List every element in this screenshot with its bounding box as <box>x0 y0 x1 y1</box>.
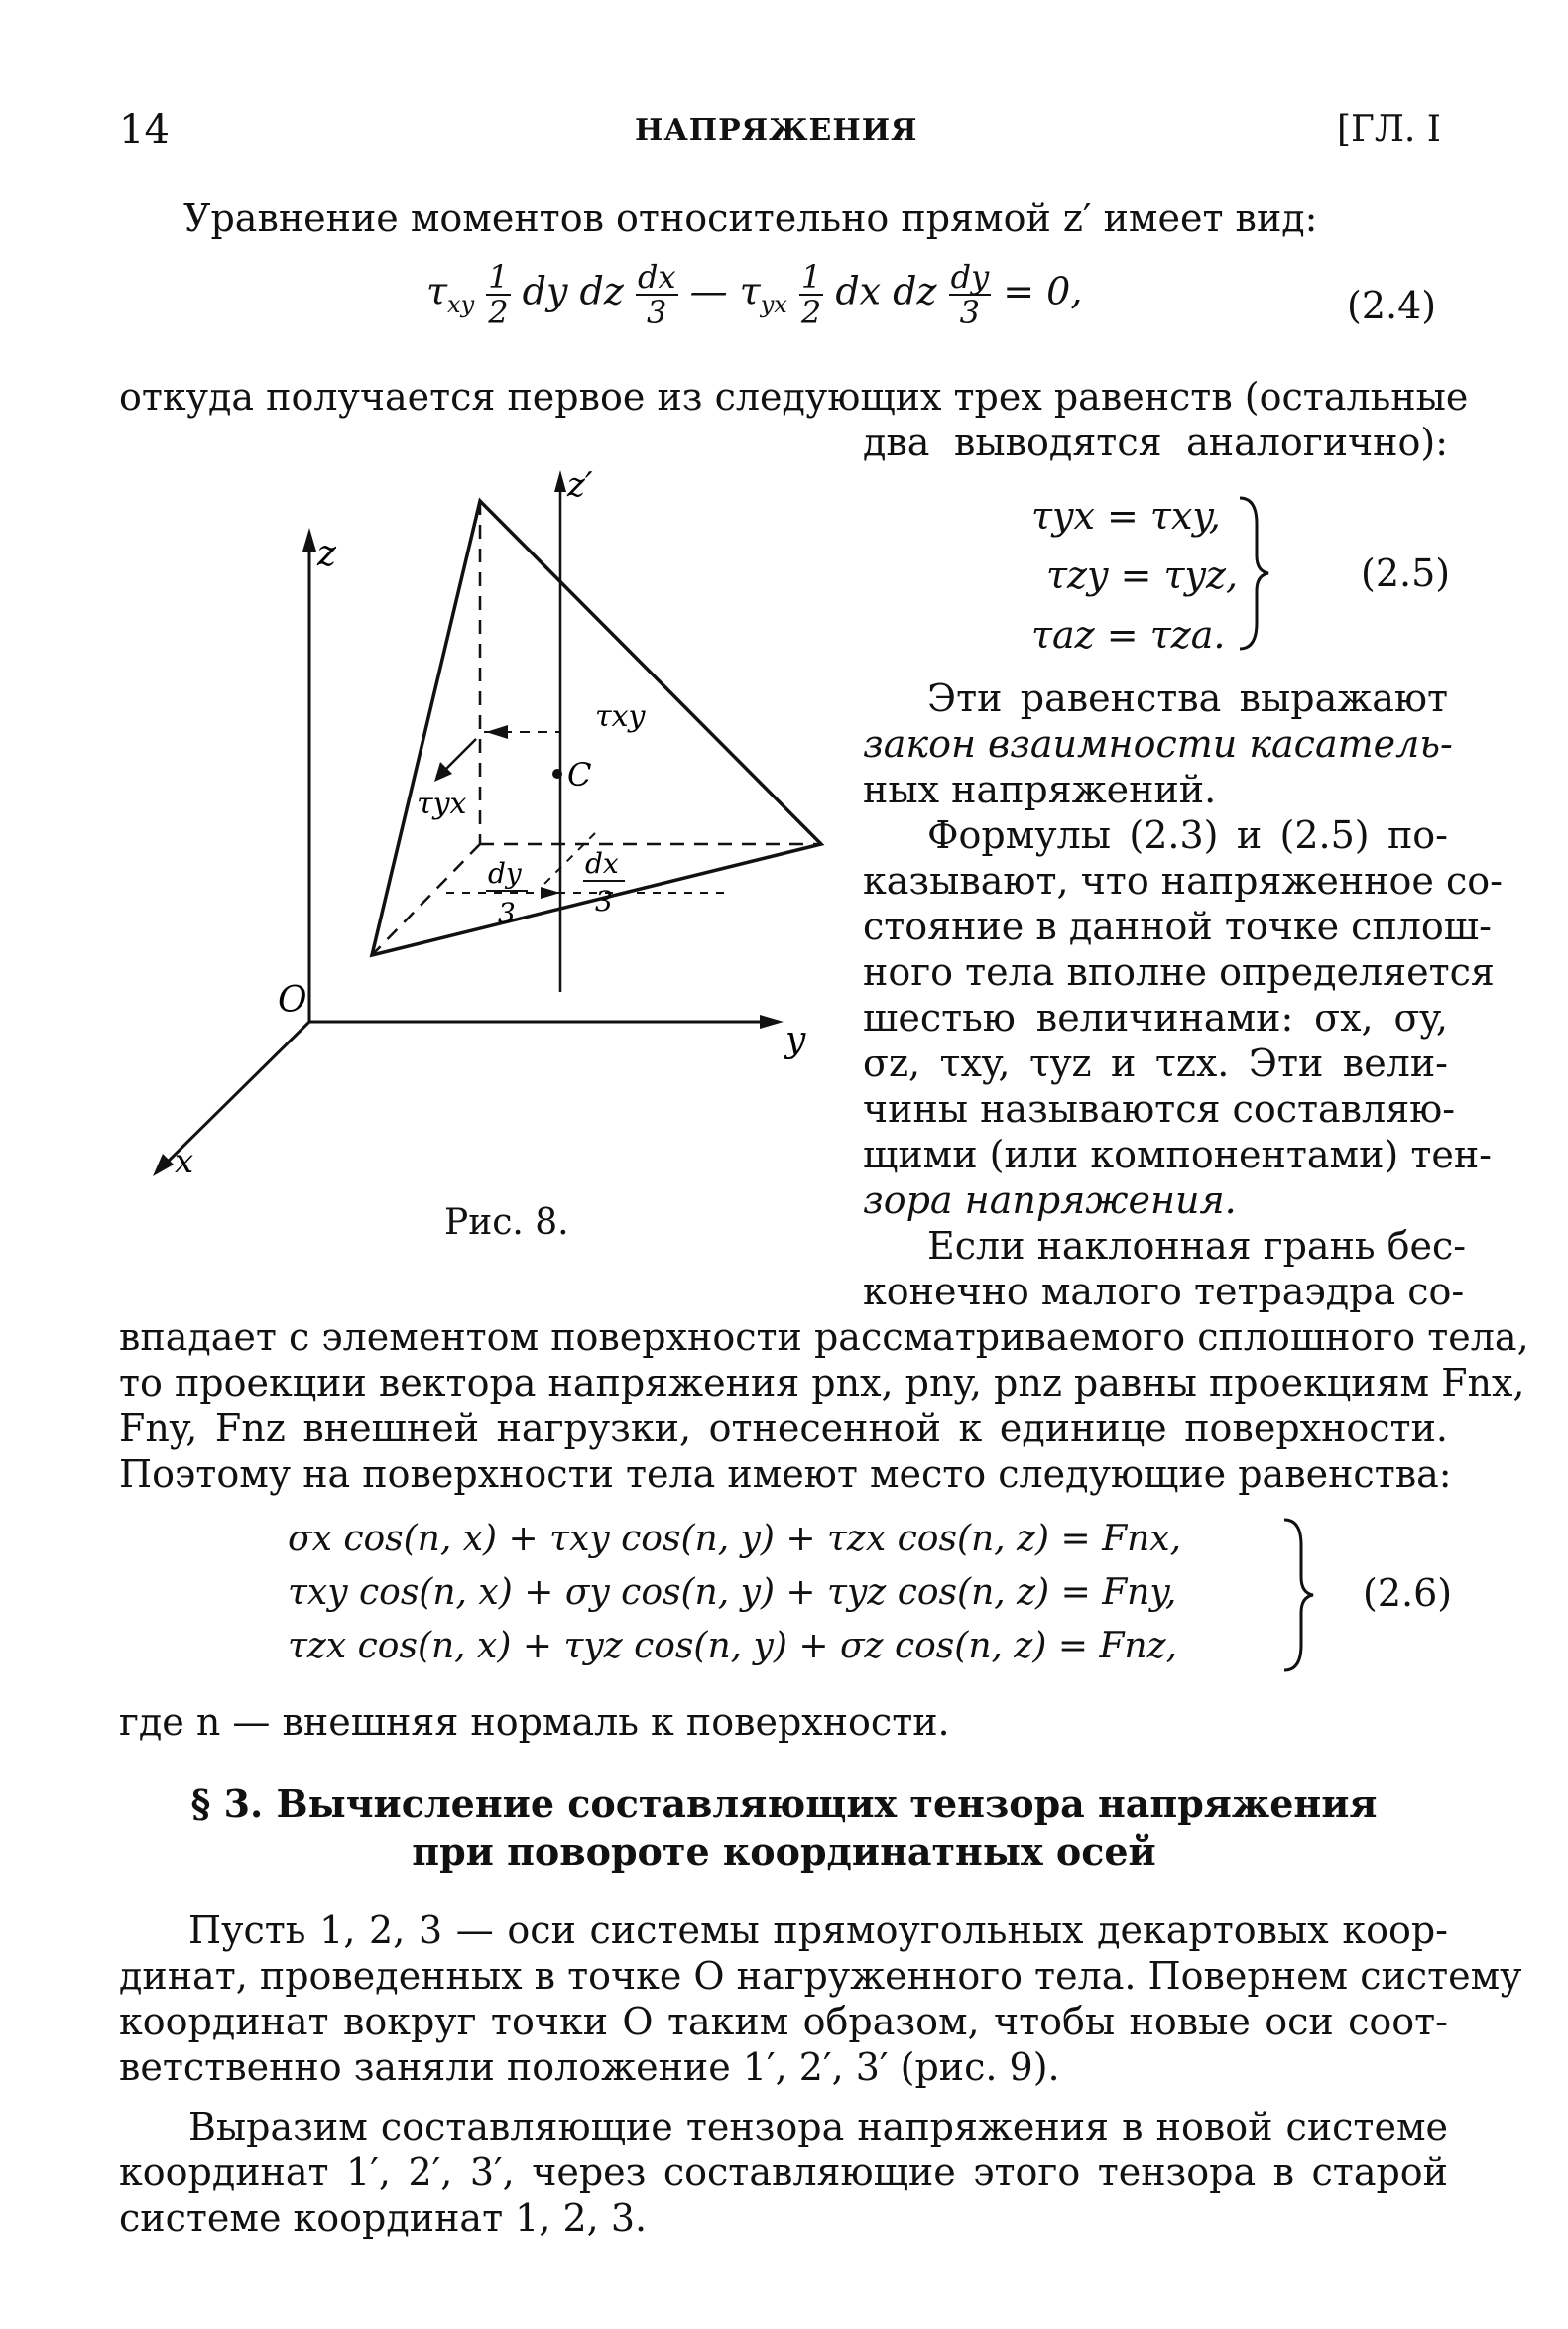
fraction-1-2-b: $\frac{1}{2}$ <box>800 258 822 331</box>
centroid-label: C <box>567 756 592 794</box>
equation-number-2-6: (2.6) <box>1363 1571 1453 1615</box>
para3-line4: ветственно заняли положение 1′, 2′, 3′ (рис. 9). <box>119 2045 1060 2089</box>
equation-2-6-line2: τxy cos(n, x) + σy cos(n, y) + τyz cos(n, z) = Fny, <box>288 1572 1177 1613</box>
y-axis-arrow <box>760 1015 784 1029</box>
equation-2-5-line1: τyx = τxy, <box>1031 494 1221 538</box>
tyx-label: τyx <box>417 787 467 821</box>
para3-line1: Пусть 1, 2, 3 — оси системы прямоугольных декартовых коор- <box>188 1908 1448 1952</box>
section-heading-line2: при повороте координатных осей <box>412 1829 1156 1874</box>
equation-2-4: $\tau_{xy}$ $\frac{1}{2}$ dy dz $\frac{dx}{3}$ — $\tau_{yx}$ $\frac{1}{2}$ dx dz $\frac{dy}{3}$ = 0, <box>426 258 1083 331</box>
right-col-line-8: шестью величинами: σx, σy, <box>863 996 1448 1040</box>
x-axis-label: x <box>175 1142 194 1181</box>
para2-line2: то проекции вектора напряжения pnx, pny, pnz равны проекциям Fnx, <box>119 1361 1525 1405</box>
para3-line2: динат, проведенных в точке O нагруженного тела. Повернем систему <box>119 1954 1522 1998</box>
dx3-num: dx <box>585 847 619 880</box>
right-col-line-14: конечно малого тетраэдра со- <box>863 1270 1465 1313</box>
fraction-dy-3: $\frac{dy}{3}$ <box>950 258 990 331</box>
normal-line: где n — внешняя нормаль к поверхности. <box>119 1700 950 1744</box>
origin-label: O <box>278 980 307 1021</box>
right-col-line-5: казывают, что напряженное со- <box>863 859 1503 903</box>
dy3-num: dy <box>488 857 522 890</box>
z-axis-label: z <box>317 534 336 574</box>
right-col-line-12: зора напряжения. <box>863 1178 1237 1222</box>
equation-2-6-line3: τzx cos(n, x) + τyz cos(n, y) + σz cos(n, z) = Fnz, <box>288 1626 1178 1666</box>
para1-line1: откуда получается первое из следующих трех равенств (остальные <box>119 375 1469 419</box>
y-axis-label: y <box>785 1020 806 1060</box>
brace-2-5 <box>1235 494 1274 653</box>
right-col-line-9: σz, τxy, τyz и τzx. Эти вели- <box>863 1042 1448 1085</box>
page-number: 14 <box>119 107 170 153</box>
right-col-line-2: закон взаимности касатель- <box>863 722 1453 766</box>
para4-line2: координат 1′, 2′, 3′, через составляющие этого тензора в старой <box>119 2150 1448 2194</box>
txy-arrow <box>486 725 508 739</box>
z-prime-arrow <box>554 470 566 492</box>
equation-2-5-line3: τaz = τza. <box>1031 613 1226 657</box>
right-col-line-6: стояние в данной точке сплош- <box>863 905 1492 948</box>
para4-line3: системе координат 1, 2, 3. <box>119 2196 648 2240</box>
para1-line2: два выводятся аналогично): <box>863 421 1448 464</box>
running-title: НАПРЯЖЕНИЯ <box>635 113 918 148</box>
centroid-point <box>552 769 562 779</box>
right-col-line-11: щими (или компонентами) тен- <box>863 1133 1492 1176</box>
z-prime-label: z′ <box>567 465 593 505</box>
equation-number-2-4: (2.4) <box>1347 284 1437 327</box>
right-col-line-13: Если наклонная грань бес- <box>927 1224 1467 1268</box>
equation-2-6-line1: σx cos(n, x) + τxy cos(n, y) + τzx cos(n, z) = Fnx, <box>288 1519 1182 1559</box>
figure-8 <box>139 456 853 1210</box>
brace-2-6 <box>1279 1516 1319 1674</box>
right-col-line-4: Формулы (2.3) и (2.5) по- <box>927 813 1448 857</box>
para3-line3: координат вокруг точки O таким образом, чтобы новые оси соот- <box>119 2000 1448 2043</box>
dy3-den: 3 <box>498 897 516 929</box>
dx3-den: 3 <box>595 885 613 918</box>
para2-line3: Fny, Fnz внешней нагрузки, отнесенной к единице поверхности. <box>119 1407 1448 1450</box>
dy3-arrow <box>541 887 560 899</box>
z-axis-arrow <box>302 528 316 552</box>
section-heading-line1: § 3. Вычисление составляющих тензора напряжения <box>190 1781 1378 1826</box>
figure-caption: Рис. 8. <box>444 1202 569 1243</box>
intro-line: Уравнение моментов относительно прямой z′ имеет вид: <box>183 196 1318 240</box>
txy-label: τxy <box>595 699 646 734</box>
right-col-line-10: чины называются составляю- <box>863 1087 1456 1131</box>
fraction-1-2: $\frac{1}{2}$ <box>488 258 509 331</box>
para2-line1: впадает с элементом поверхности рассматриваемого сплошного тела, <box>119 1315 1529 1359</box>
chapter-label: [ГЛ. I <box>1337 109 1442 150</box>
dashed-edge-diagonal <box>372 844 480 955</box>
right-col-line-1: Эти равенства выражают <box>927 676 1448 720</box>
right-col-line-3: ных напряжений. <box>863 768 1217 811</box>
fraction-dx-3: $\frac{dx}{3}$ <box>637 258 676 331</box>
right-col-line-7: ного тела вполне определяется <box>863 950 1495 994</box>
para4-line1: Выразим составляющие тензора напряжения в новой системе <box>188 2105 1448 2148</box>
equation-2-5-line2: τzy = τyz, <box>1046 553 1239 597</box>
para2-line4: Поэтому на поверхности тела имеют место следующие равенства: <box>119 1452 1452 1496</box>
equation-number-2-5: (2.5) <box>1361 552 1451 595</box>
